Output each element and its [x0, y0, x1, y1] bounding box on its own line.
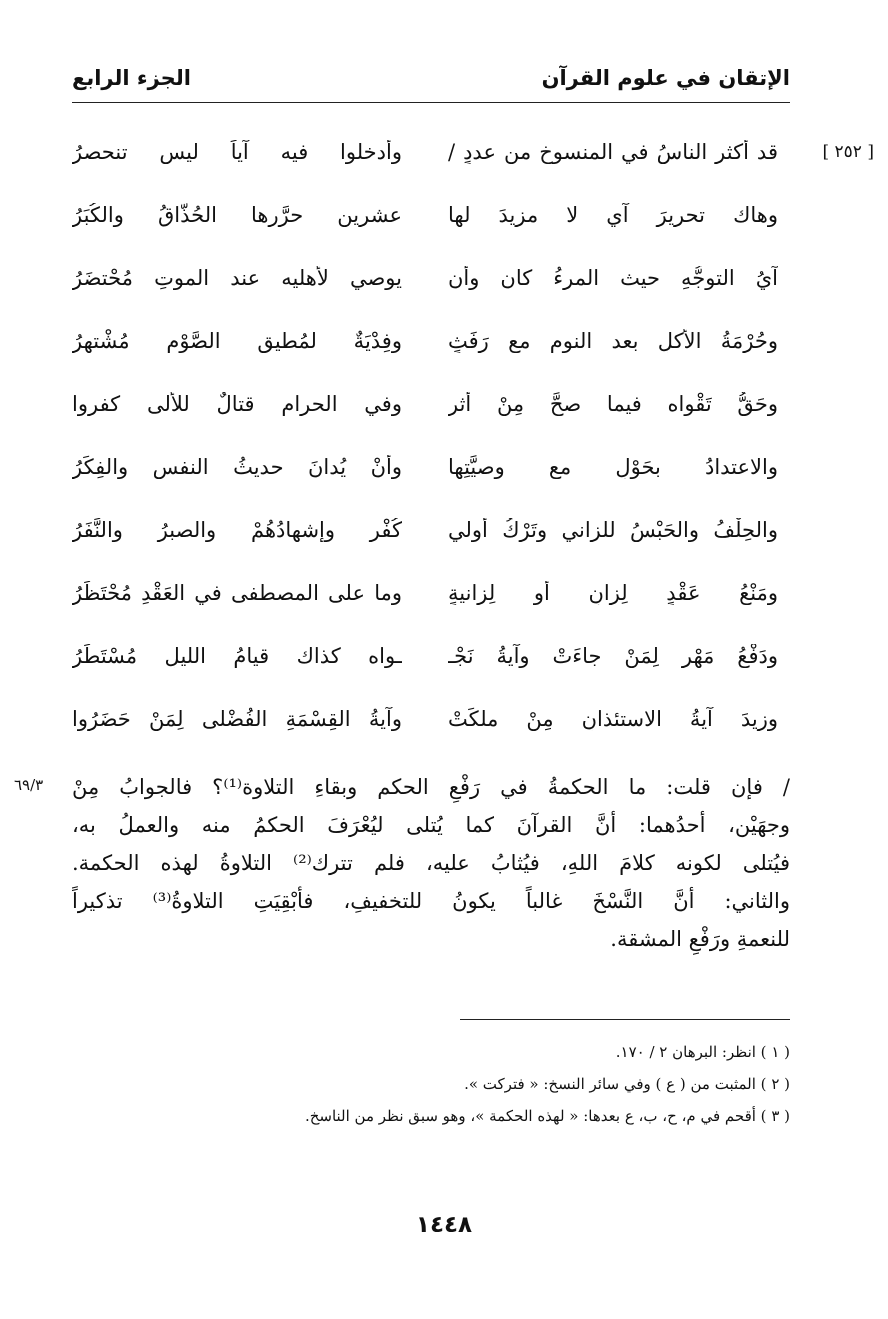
verse-second-hemistich: يوصي لأهليه عند الموتِ مُحْتضَرُ [72, 266, 402, 290]
verse-first-hemistich: والحِلْفُ والحَبْسُ للزاني وتَرْكُ أولي [448, 518, 778, 542]
verse-row [72, 510, 778, 550]
verse-second-hemistich: وما على المصطفى في العَقْدِ مُحْتَظَرُ [72, 581, 402, 605]
running-header [72, 58, 790, 98]
verse-first-hemistich: قد أكثر الناسُ في المنسوخ من عددٍ / [448, 140, 778, 164]
prose-line: وجهَيْن، أحدُهما: أنَّ القرآنَ كما يُتلى ليُعْرَفَ الحكمُ منه والعملُ به، [72, 813, 790, 837]
verse-second-hemistich: وفِدْيَةٌ لمُطيقِ الصَّوْمِ مُشْتهِرُ [72, 329, 402, 353]
footnote: ( ١ ) انظر: البرهان ٢ / ١٧٠. [615, 1043, 790, 1061]
verse-first-hemistich: ومَنْعُ عَقْدٍ لِزانٍ أو لِزانيةٍ [448, 581, 778, 605]
verse-row [72, 636, 778, 676]
part-label: الجزء الرابع [72, 66, 191, 90]
verse-second-hemistich: عشرين حرَّرها الحُذَّاقُ والكُبَرُ [72, 203, 402, 227]
verse-marker: [ ٢٥٢ ] [822, 142, 874, 162]
page-number: ١٤٤٨ [415, 1212, 473, 1238]
verse-first-hemistich: وحَقُّ تَقْواه فيما صحَّ مِنْ أثرٍ [448, 392, 778, 416]
verse-first-hemistich: ودَفْعُ مَهْرٍ لِمَنْ جاءَتْ وآيةُ نَجْـ [448, 644, 778, 668]
verse-row [72, 447, 778, 487]
prose-line: فيُتلى لكونه كلامَ اللهِ، فيُثابُ عليه، فلم تترك⁽²⁾ التلاوةُ لهذه الحكمة. [72, 851, 790, 875]
footnotes [72, 1036, 790, 1132]
verse-second-hemistich: كُفْرٍ وإشهادُهُمْ والصبرُ والنَّفَرُ [72, 518, 402, 542]
verse-second-hemistich: وأدخلوا فيه آياً ليس تنحصرُ [72, 140, 402, 164]
verse-row [72, 384, 778, 424]
verse-first-hemistich: وحُرْمَةُ الأكلِ بعد النومِ مع رَفَثٍ [448, 329, 778, 353]
book-title: الإتقان في علوم القرآن [541, 66, 790, 90]
footnote: ( ٢ ) المثبت من ( ع ) وفي سائر النسخ: « فتركت ». [464, 1075, 790, 1093]
verse-second-hemistich: وأنْ يُدانَ حديثُ النفسِ والفِكَرُ [72, 455, 402, 479]
verse-row [72, 258, 778, 298]
verse-second-hemistich: ـواه كذاك قيامُ الليلِ مُسْتَطَرُ [72, 644, 402, 668]
verse-first-hemistich: وهاك تحريرَ آيٍ لا مزيدَ لها [448, 203, 778, 227]
footnote: ( ٣ ) أقحم في م، ح، ب، ع بعدها: « لهذه الحكمة »، وهو سبق نظر من الناسخ. [304, 1107, 790, 1125]
header-rule [72, 102, 790, 103]
verse-row [72, 573, 778, 613]
verse-row [72, 321, 778, 361]
footnote-rule [460, 1019, 790, 1020]
verse-second-hemistich: وفي الحرامِ قتالٌ للأُلى كفروا [72, 392, 402, 416]
verse-first-hemistich: آيُ التوجُّهِ حيث المرءُ كان وأن [448, 266, 778, 290]
prose-line: والثاني: أنَّ النَّسْخَ غالباً يكونُ للتخفيفِ، فأبْقِيَتِ التلاوةُ⁽³⁾ تذكيراً [72, 889, 790, 913]
verse-second-hemistich: وآيةُ القِسْمَةِ الفُضْلى لِمَنْ حَضَرُوا [72, 707, 402, 731]
verse-first-hemistich: والاعتدادُ بحَوْلٍ مع وصيَّتِها [448, 455, 778, 479]
verse-row [72, 132, 778, 172]
prose-paragraph [72, 768, 790, 958]
prose-line: للنعمةِ ورَفْعِ المشقة. [610, 927, 790, 951]
prose-line: / فإن قلت: ما الحكمةُ في رَفْعِ الحكم وبقاءِ التلاوة⁽¹⁾؟ فالجوابُ مِنْ [72, 775, 790, 799]
verse-first-hemistich: وزِيدَ آيةُ الاستئذانِ مِنْ ملكَتْ [448, 707, 778, 731]
verse-row [72, 195, 778, 235]
verse-row [72, 699, 778, 739]
margin-page-reference: ٦٩/٣ [14, 776, 44, 794]
